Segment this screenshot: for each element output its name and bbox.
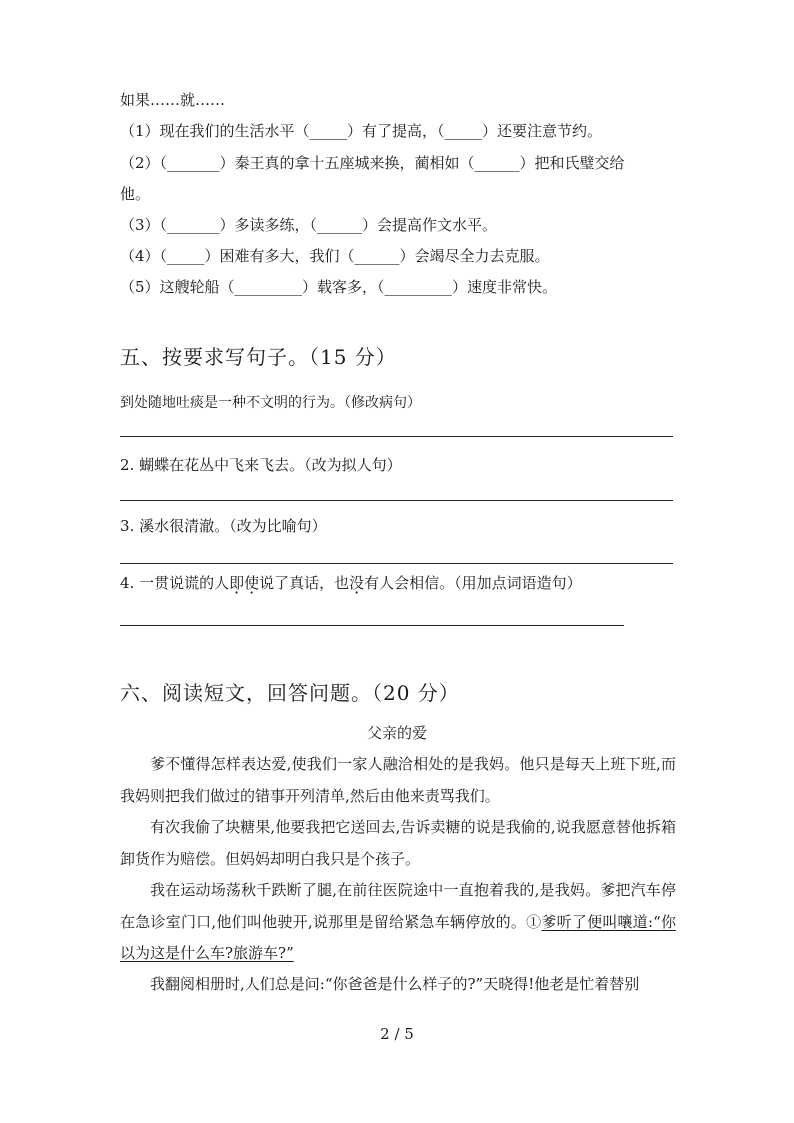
passage-paragraph-4: 我翻阅相册时,人们总是问:“你爸爸是什么样子的?”天晓得!他老是忙着替别 [150, 975, 640, 993]
question-4 [120, 573, 582, 593]
section-6-heading: 六、阅读短文，回答问题。（20 分） [120, 681, 460, 705]
answer-line-4[interactable] [120, 625, 624, 626]
passage-paragraph-3 [120, 875, 676, 970]
answer-line-2[interactable] [120, 500, 673, 501]
answer-line-3[interactable] [120, 563, 673, 564]
question-3: 3. 溪水很清澈。（改为比喻句） [120, 517, 327, 535]
fill-item-5: （5）这艘轮船（_________）载客多，（_________）速度非常快。 [120, 278, 558, 296]
answer-line-1[interactable] [120, 436, 673, 437]
dotted-char-shi: 使 [244, 574, 260, 592]
underlined-sentence-1: 爹听了便叫嚷道:“你以为这是什么车?旅游车?” [120, 912, 676, 962]
connective-intro: 如果……就…… [120, 91, 226, 109]
passage-paragraph-2: 有次我偷了块糖果,他要我把它送回去,告诉卖糖的说是我偷的,说我愿意替他拆箱卸货作为赔偿。但妈妈却明白我只是个孩子。 [120, 818, 676, 868]
page-number: 2 / 5 [380, 1025, 414, 1043]
passage-paragraph-1: 爹不懂得怎样表达爱,使我们一家人融洽相处的是我妈。他只是每天上班下班,而我妈则把我们做过的错事开列清单,然后由他来责骂我们。 [120, 755, 676, 805]
question-4-end: 有人会相信。（用加点词语造句） [364, 574, 582, 592]
fill-item-3: （3）（_______）多读多练，（______）会提高作文水平。 [120, 216, 498, 234]
fill-item-4: （4）（_____）困难有多大，我们（______）会竭尽全力去克服。 [120, 247, 550, 265]
fill-item-2-continued: 他。 [120, 185, 151, 203]
question-4-start: 4. 一贯说谎的人 [120, 574, 230, 592]
question-4-middle: 说了真话，也 [259, 574, 350, 592]
fill-item-2: （2）（_______）秦王真的拿十五座城来换，蔺相如（______）把和氏璧交给 [120, 154, 625, 172]
question-2: 2. 蝴蝶在花丛中飞来飞去。（改为拟人句） [120, 456, 402, 474]
passage-title: 父亲的爱 [366, 724, 427, 742]
dotted-char-ji: 即 [229, 574, 245, 592]
section-5-heading: 五、按要求写句子。（15 分） [120, 345, 397, 369]
fill-item-1: （1）现在我们的生活水平（_____）有了提高，（_____）还要注意节约。 [120, 122, 603, 140]
question-1: 到处随地吐痰是一种不文明的行为。（修改病句） [120, 395, 421, 411]
paragraph-3-text: 我在运动场荡秋千跌断了腿,在前往医院途中一直抱着我的,是我妈。爹把汽车停在急诊室门口,他们叫他驶开,说那里是留给紧急车辆停放的。① [120, 881, 676, 931]
dotted-char-mei: 没 [349, 574, 365, 592]
